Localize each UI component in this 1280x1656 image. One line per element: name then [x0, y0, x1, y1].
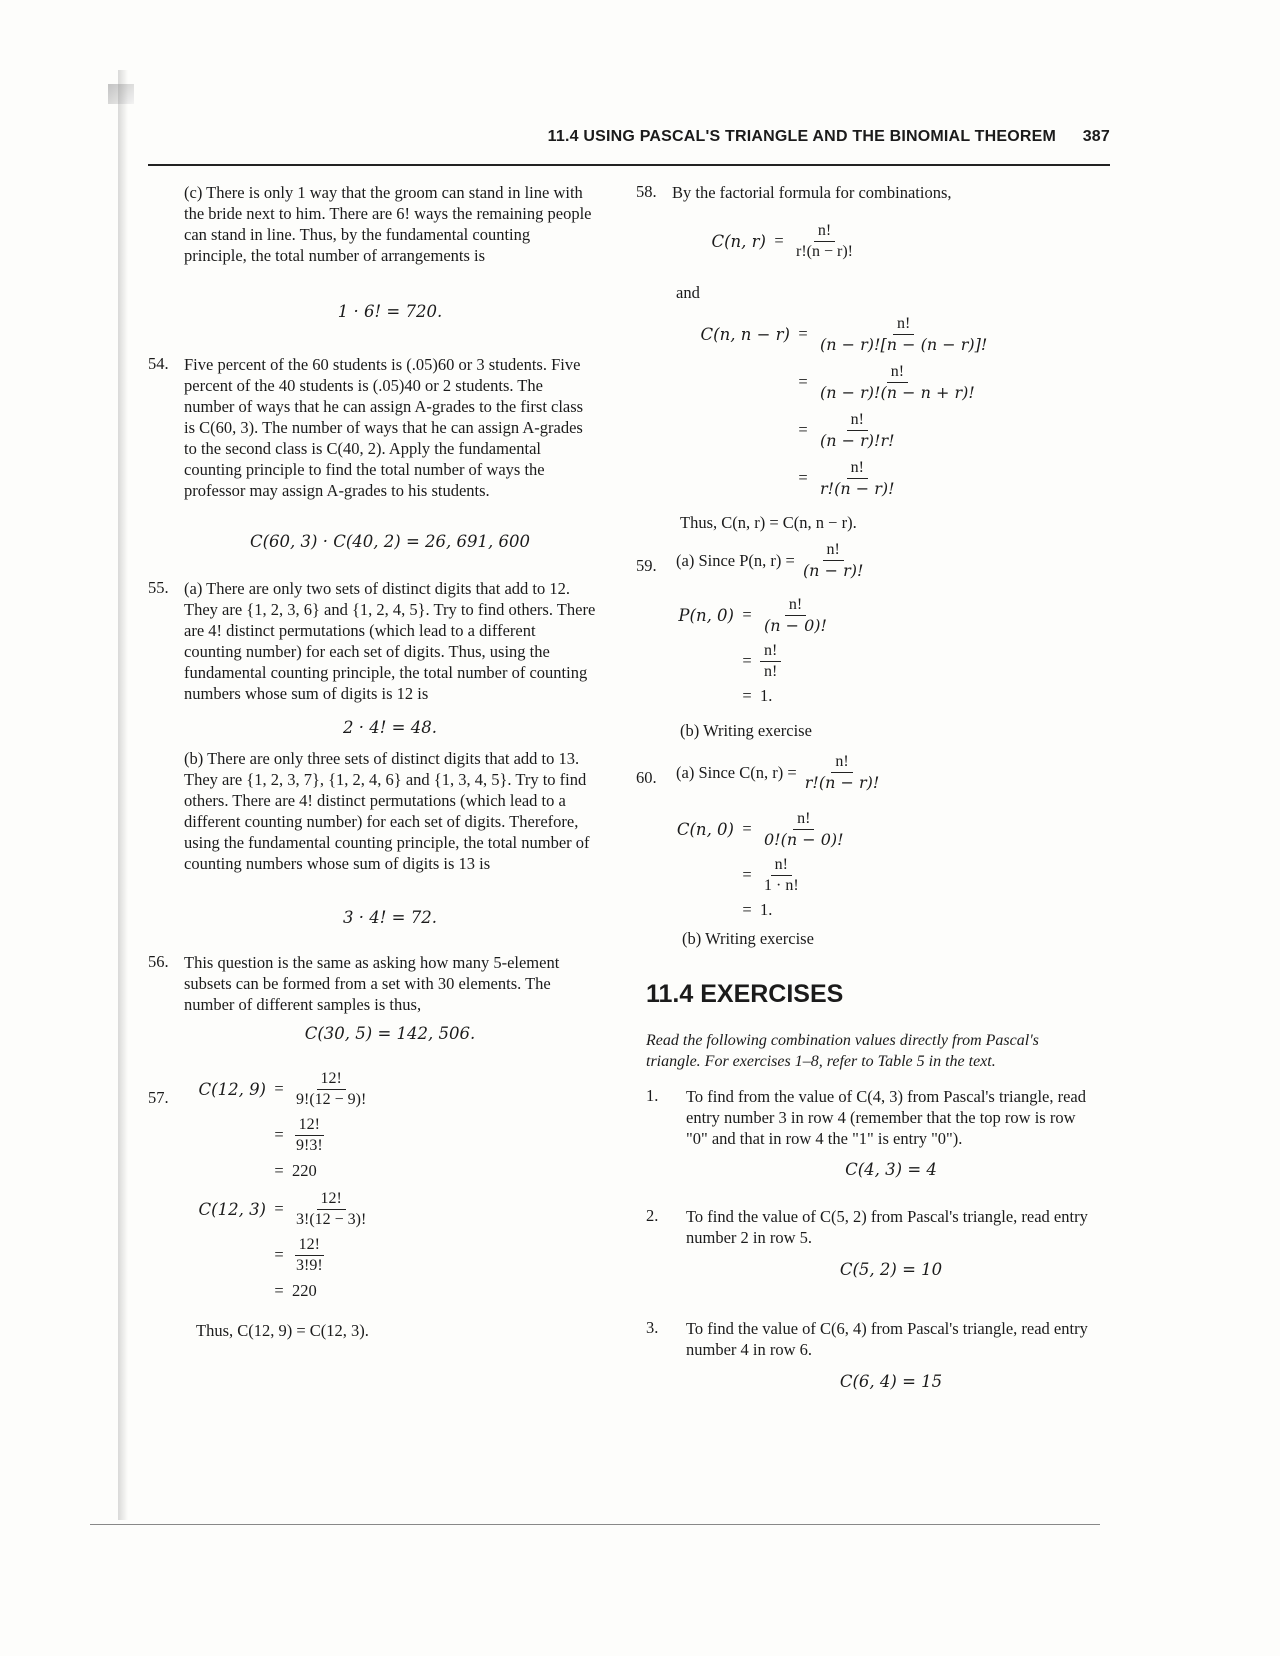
- answer-56-text: This question is the same as asking how many 5-element subsets can be formed from a set with 30 elements. The number of different samples is thus,: [184, 953, 560, 1014]
- answer-57-equations-2: C(12, 3) = $\frac{12!}{3!(12 - 3)!}$ = $\frac{12!}{3!9!}$ = 220: [190, 1186, 370, 1304]
- bottom-rule: [90, 1524, 1100, 1525]
- exercises-heading: 11.4 EXERCISES: [646, 980, 844, 1008]
- fraction: $\frac{12!}{3!(12 - 3)!}$: [296, 1189, 367, 1228]
- answer-55b-text: (b) There are only three sets of distinct digits that add to 13. They are {1, 2, 3, 7}, {1, 2, 4, 6} and {1, 3, 4, 5}. Try to find others. There are 4! distinct permutations (which lead to a different counting number) for each set of digits. Therefore, using the fundamental counting principle, the total number of counting numbers whose sum of digits is 13 is: [184, 749, 590, 873]
- answer-60b: (b) Writing exercise: [682, 929, 814, 948]
- fraction: $\frac{n!}{r!(n - r)!}$: [820, 458, 895, 498]
- answer-58-conclusion: Thus, C(n, r) = C(n, n − r).: [680, 513, 857, 532]
- answer-58-eq2: C(n, n − r) = $\frac{n!}{(n - r)![n - (n - r)]!}$ = $\frac{n!}{(n - r)!(n - n + r)!}$ = $\frac{n!}{(n - r)!r!}$ = $\frac{n!}{r!(n - r)!}$: [672, 310, 991, 502]
- answer-57-number: 57.: [148, 1088, 169, 1107]
- answer-58-eq1: C(n, r) = $\frac{n!}{r!(n - r)!}$: [672, 218, 857, 264]
- fraction: $\frac{12!}{3!9!}$: [296, 1235, 323, 1274]
- exercise-2-number: 2.: [646, 1206, 659, 1225]
- exercise-2-text: To find the value of C(5, 2) from Pascal's triangle, read entry number 2 in row 5.: [686, 1207, 1088, 1247]
- running-header: [520, 128, 1110, 146]
- fraction: $\frac{n!}{1 \cdot n!}$: [764, 855, 799, 894]
- exercises-instructions: Read the following combination values directly from Pascal's triangle. For exercises 1–8, refer to Table 5 in the text.: [646, 1032, 1039, 1070]
- answer-57-conclusion: Thus, C(12, 9) = C(12, 3).: [196, 1321, 369, 1340]
- answer-54-result: C(60, 3) · C(40, 2) = 26, 691, 600: [250, 532, 530, 551]
- answer-55a-result: 2 · 4! = 48.: [343, 718, 437, 737]
- answer-59-number: 59.: [636, 556, 657, 575]
- answer-53c-result: 1 · 6! = 720.: [337, 302, 443, 321]
- fraction: $\frac{n!}{(n - r)!(n - n + r)!}$: [820, 362, 975, 402]
- answer-53c-text: (c) There is only 1 way that the groom can stand in line with the bride next to him. There are 6! ways the remaining people can stand in line. Thus, by the fundamental counting principle, the total number of arrangements is: [184, 183, 592, 265]
- answer-60-number: 60.: [636, 768, 657, 787]
- answer-59b: (b) Writing exercise: [680, 721, 812, 740]
- answer-60a-intro: (a) Since C(n, r) = $\frac{n!}{r!(n - r)!}$: [676, 752, 883, 793]
- fraction: $\frac{12!}{9!(12 - 9)!}$: [296, 1069, 367, 1108]
- section-title: 11.4 USING PASCAL'S TRIANGLE AND THE BINOMIAL THEOREM: [547, 128, 1057, 145]
- eq-result: 220: [292, 1161, 317, 1180]
- exercise-1-text: To find from the value of C(4, 3) from Pascal's triangle, read entry number 3 in row 4 (remember that the top row is row "0" and that in row 4 the "1" is entry "0").: [686, 1087, 1086, 1148]
- eq-lhs: C(12, 3): [198, 1199, 266, 1219]
- exercise-1-result: C(4, 3) = 4: [845, 1160, 937, 1179]
- fraction: $\frac{n!}{r!(n - r)!}$: [804, 753, 880, 792]
- exercise-3-result: C(6, 4) = 15: [839, 1372, 943, 1391]
- fraction: $\frac{n!}{(n - r)!}$: [802, 541, 864, 580]
- exercise-2-result: C(5, 2) = 10: [839, 1260, 943, 1279]
- answer-58-intro: By the factorial formula for combinations,: [672, 183, 952, 202]
- eq-result: 220: [292, 1281, 317, 1300]
- scan-edge-shadow: [118, 70, 128, 1520]
- answer-56-result: C(30, 5) = 142, 506.: [304, 1024, 476, 1043]
- exercise-1-number: 1.: [646, 1086, 659, 1105]
- answer-55b-result: 3 · 4! = 72.: [343, 908, 437, 927]
- fraction: $\frac{n!}{n!}$: [760, 641, 781, 682]
- fraction: $\frac{12!}{9!3!}$: [296, 1115, 323, 1154]
- fraction: $\frac{n!}{0!(n - 0)!}$: [764, 809, 844, 849]
- fraction: $\frac{n!}{(n - 0)!}$: [764, 595, 827, 635]
- fraction: $\frac{n!}{(n - r)!r!}$: [820, 410, 895, 450]
- answer-55a-text: (a) There are only two sets of distinct digits that add to 12. They are {1, 2, 3, 6} and {1, 2, 4, 5}. Try to find others. There are 4! distinct permutations (which lead to a different counting number) for each set of digits. Thus, using the fundamental counting principle, the total number of counting numbers whose sum of digits is 12 is: [184, 579, 596, 703]
- exercise-3-text: To find the value of C(6, 4) from Pascal's triangle, read entry number 4 in row 6.: [686, 1319, 1088, 1359]
- answer-54-number: 54.: [148, 354, 169, 373]
- answer-59a-intro: (a) Since P(n, r) = $\frac{n!}{(n - r)!}$: [676, 540, 867, 581]
- exercise-3-number: 3.: [646, 1318, 659, 1337]
- page-number: 387: [1082, 128, 1110, 145]
- answer-58-and: and: [676, 283, 700, 302]
- answer-54-text: Five percent of the 60 students is (.05)60 or 3 students. Five percent of the 40 students is (.05)40 or 2 students. The number of ways that he can assign A-grades to the first class is C(60, 3). The number of ways that he can assign A-grades to the second class is C(40, 2). Apply the fundamental counting principle to find the total number of ways the professor may assign A-grades to his students.: [184, 355, 584, 500]
- header-rule: [148, 164, 1110, 166]
- fraction: $\frac{n!}{r!(n - r)!}$: [796, 221, 853, 260]
- answer-59-eq: P(n, 0) = $\frac{n!}{(n - 0)!}$ = $\frac{n!}{n!}$ = 1.: [672, 592, 831, 708]
- answer-55-number: 55.: [148, 578, 169, 597]
- eq-lhs: C(12, 9): [198, 1079, 266, 1099]
- answer-56-number: 56.: [148, 952, 169, 971]
- answer-57-equations: C(12, 9) = $\frac{12!}{9!(12 - 9)!}$ = $\frac{12!}{9!3!}$ = 220: [190, 1066, 370, 1184]
- answer-58-number: 58.: [636, 182, 657, 201]
- answer-60-eq: C(n, 0) = $\frac{n!}{0!(n - 0)!}$ = $\frac{n!}{1 \cdot n!}$ = 1.: [672, 806, 848, 922]
- fraction: $\frac{n!}{(n - r)![n - (n - r)]!}$: [820, 314, 988, 354]
